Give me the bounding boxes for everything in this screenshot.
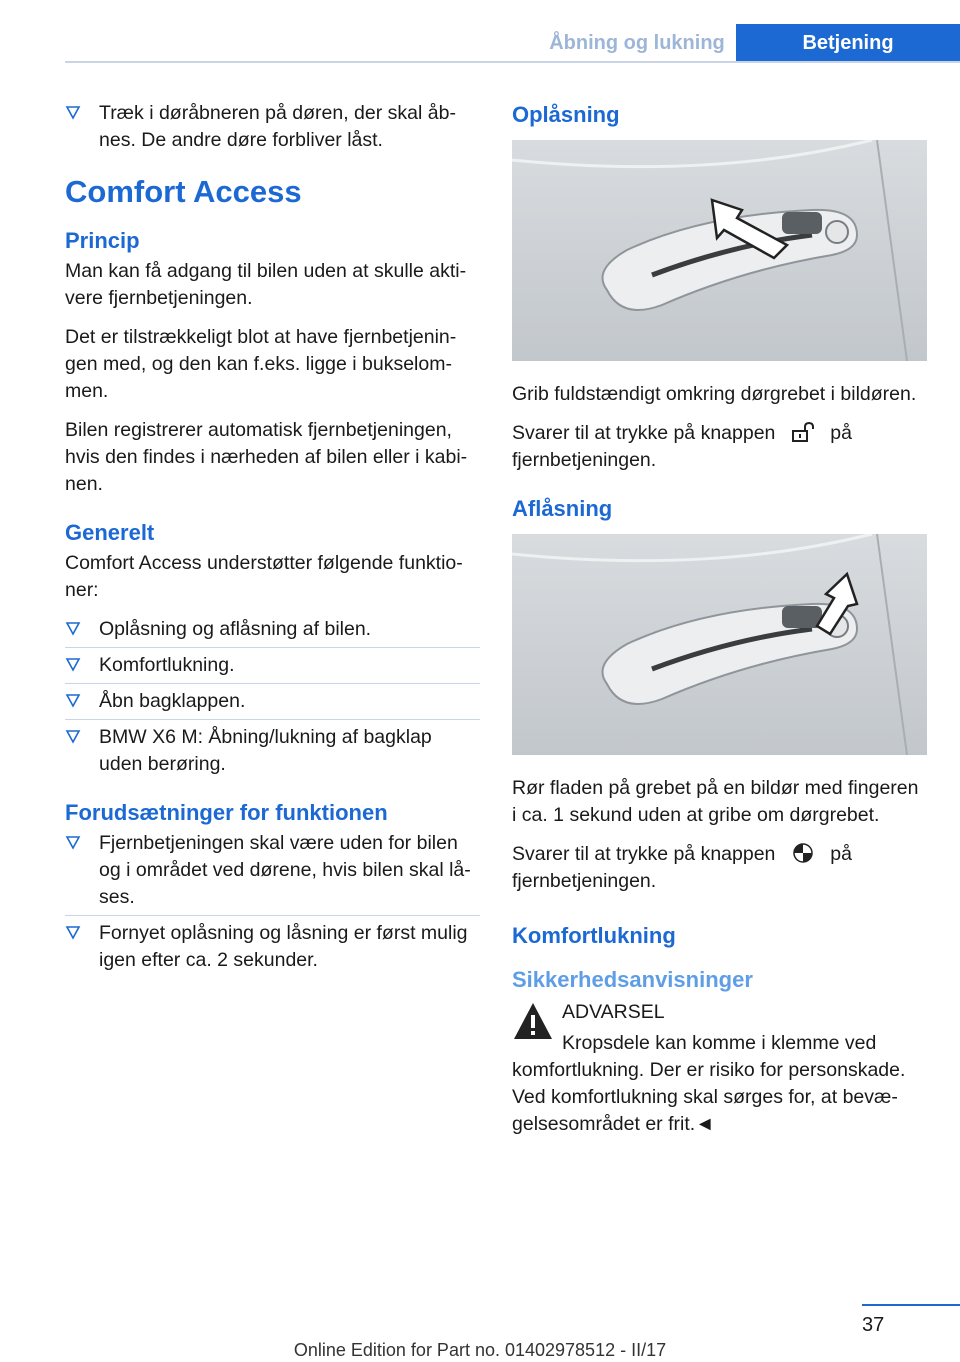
aflasning-heading: Aflåsning: [512, 496, 613, 521]
list-item-text: BMW X6 M: Åbning/lukning af bagklap uden berøring.: [99, 726, 432, 775]
triangle-bullet-icon: [65, 924, 81, 940]
section-title: Comfort Access: [65, 174, 302, 209]
list-item: [65, 616, 480, 643]
list-item: [65, 915, 480, 974]
intro-list: [65, 100, 480, 154]
list-item-text: Åbn bagklappen.: [99, 690, 246, 712]
komfortlukning-heading: Komfortlukning: [512, 923, 676, 948]
door-handle-unlock-illustration: [512, 140, 927, 361]
left-column: [65, 100, 480, 980]
paragraph: [512, 841, 927, 895]
unlock-icon: [789, 421, 817, 443]
header-divider: [65, 61, 960, 63]
right-column: [512, 102, 927, 1150]
list-item: [65, 830, 480, 911]
function-list: [65, 616, 480, 778]
triangle-bullet-icon: [65, 834, 81, 850]
list-item-text: Fjernbetjeningen skal være uden for bilen og i området ved dørene, hvis bilen skal låses.: [99, 832, 471, 908]
triangle-bullet-icon: [65, 656, 81, 672]
oplasning-heading: Oplåsning: [512, 102, 620, 127]
generelt-heading: Generelt: [65, 520, 155, 545]
warning-block: [512, 999, 927, 1026]
sikkerhed-heading: Sikkerhedsanvisninger: [512, 967, 753, 992]
paragraph: Rør fladen på grebet på en bildør med fingeren i ca. 1 sekund uden at gribe om dørgrebet.: [512, 777, 919, 826]
header-chapter-tab: Betjening: [736, 24, 960, 62]
footer-divider: [862, 1304, 960, 1306]
paragraph-text: Svarer til at trykke på knappen: [512, 422, 776, 444]
list-item-text: Komfortlukning.: [99, 654, 235, 676]
header-section-label: Åbning og lukning: [549, 32, 725, 54]
paragraph: Man kan få adgang til bilen uden at skulle aktivere fjernbetjeningen.: [65, 260, 467, 309]
list-item-text: Træk i døråbneren på døren, der skal åbnes. De andre døre forbliver låst.: [99, 102, 456, 151]
paragraph: Comfort Access understøtter følgende funktioner:: [65, 552, 463, 601]
paragraph-text: på fjernbetjeningen.: [512, 843, 852, 892]
triangle-bullet-icon: [65, 692, 81, 708]
triangle-bullet-icon: [65, 728, 81, 744]
princip-heading: Princip: [65, 228, 140, 253]
list-item: [65, 683, 480, 715]
forudsaetninger-heading: Forudsætninger for funktionen: [65, 800, 388, 825]
list-item-text: Fornyet oplåsning og låsning er først mulig igen efter ca. 2 sekunder.: [99, 922, 468, 971]
footer-edition: Online Edition for Part no. 01402978512 - II/17: [293, 1340, 667, 1360]
door-handle-lock-illustration: [512, 534, 927, 755]
list-item: [65, 719, 480, 778]
lock-button-icon: [789, 842, 817, 864]
list-item: [65, 647, 480, 679]
paragraph-text: Svarer til at trykke på knappen: [512, 843, 776, 865]
requirements-list: [65, 830, 480, 974]
paragraph-text: på fjernbetjeningen.: [512, 422, 852, 471]
warning-text: Kropsdele kan komme i klemme ved komfortlukning. Der er risiko for personskade. Ved komfortlukning skal sørges for, at bevægelsesområdet er frit.◄: [512, 1032, 906, 1135]
triangle-bullet-icon: [65, 620, 81, 636]
list-item: [65, 100, 480, 154]
page-number: 37: [862, 1314, 885, 1336]
paragraph: Grib fuldstændigt omkring dørgrebet i bildøren.: [512, 383, 917, 405]
warning-icon: [512, 1001, 554, 1041]
list-item-text: Oplåsning og aflåsning af bilen.: [99, 618, 372, 640]
paragraph: Bilen registrerer automatisk fjernbetjeningen, hvis den findes i nærheden af bilen eller i kabinen.: [65, 419, 468, 495]
paragraph: [512, 420, 927, 474]
paragraph: Det er tilstrækkeligt blot at have fjernbetjeningen med, og den kan f.eks. ligge i bukselommen.: [65, 326, 457, 402]
warning-title: ADVARSEL: [562, 1001, 665, 1023]
triangle-bullet-icon: [65, 104, 81, 120]
